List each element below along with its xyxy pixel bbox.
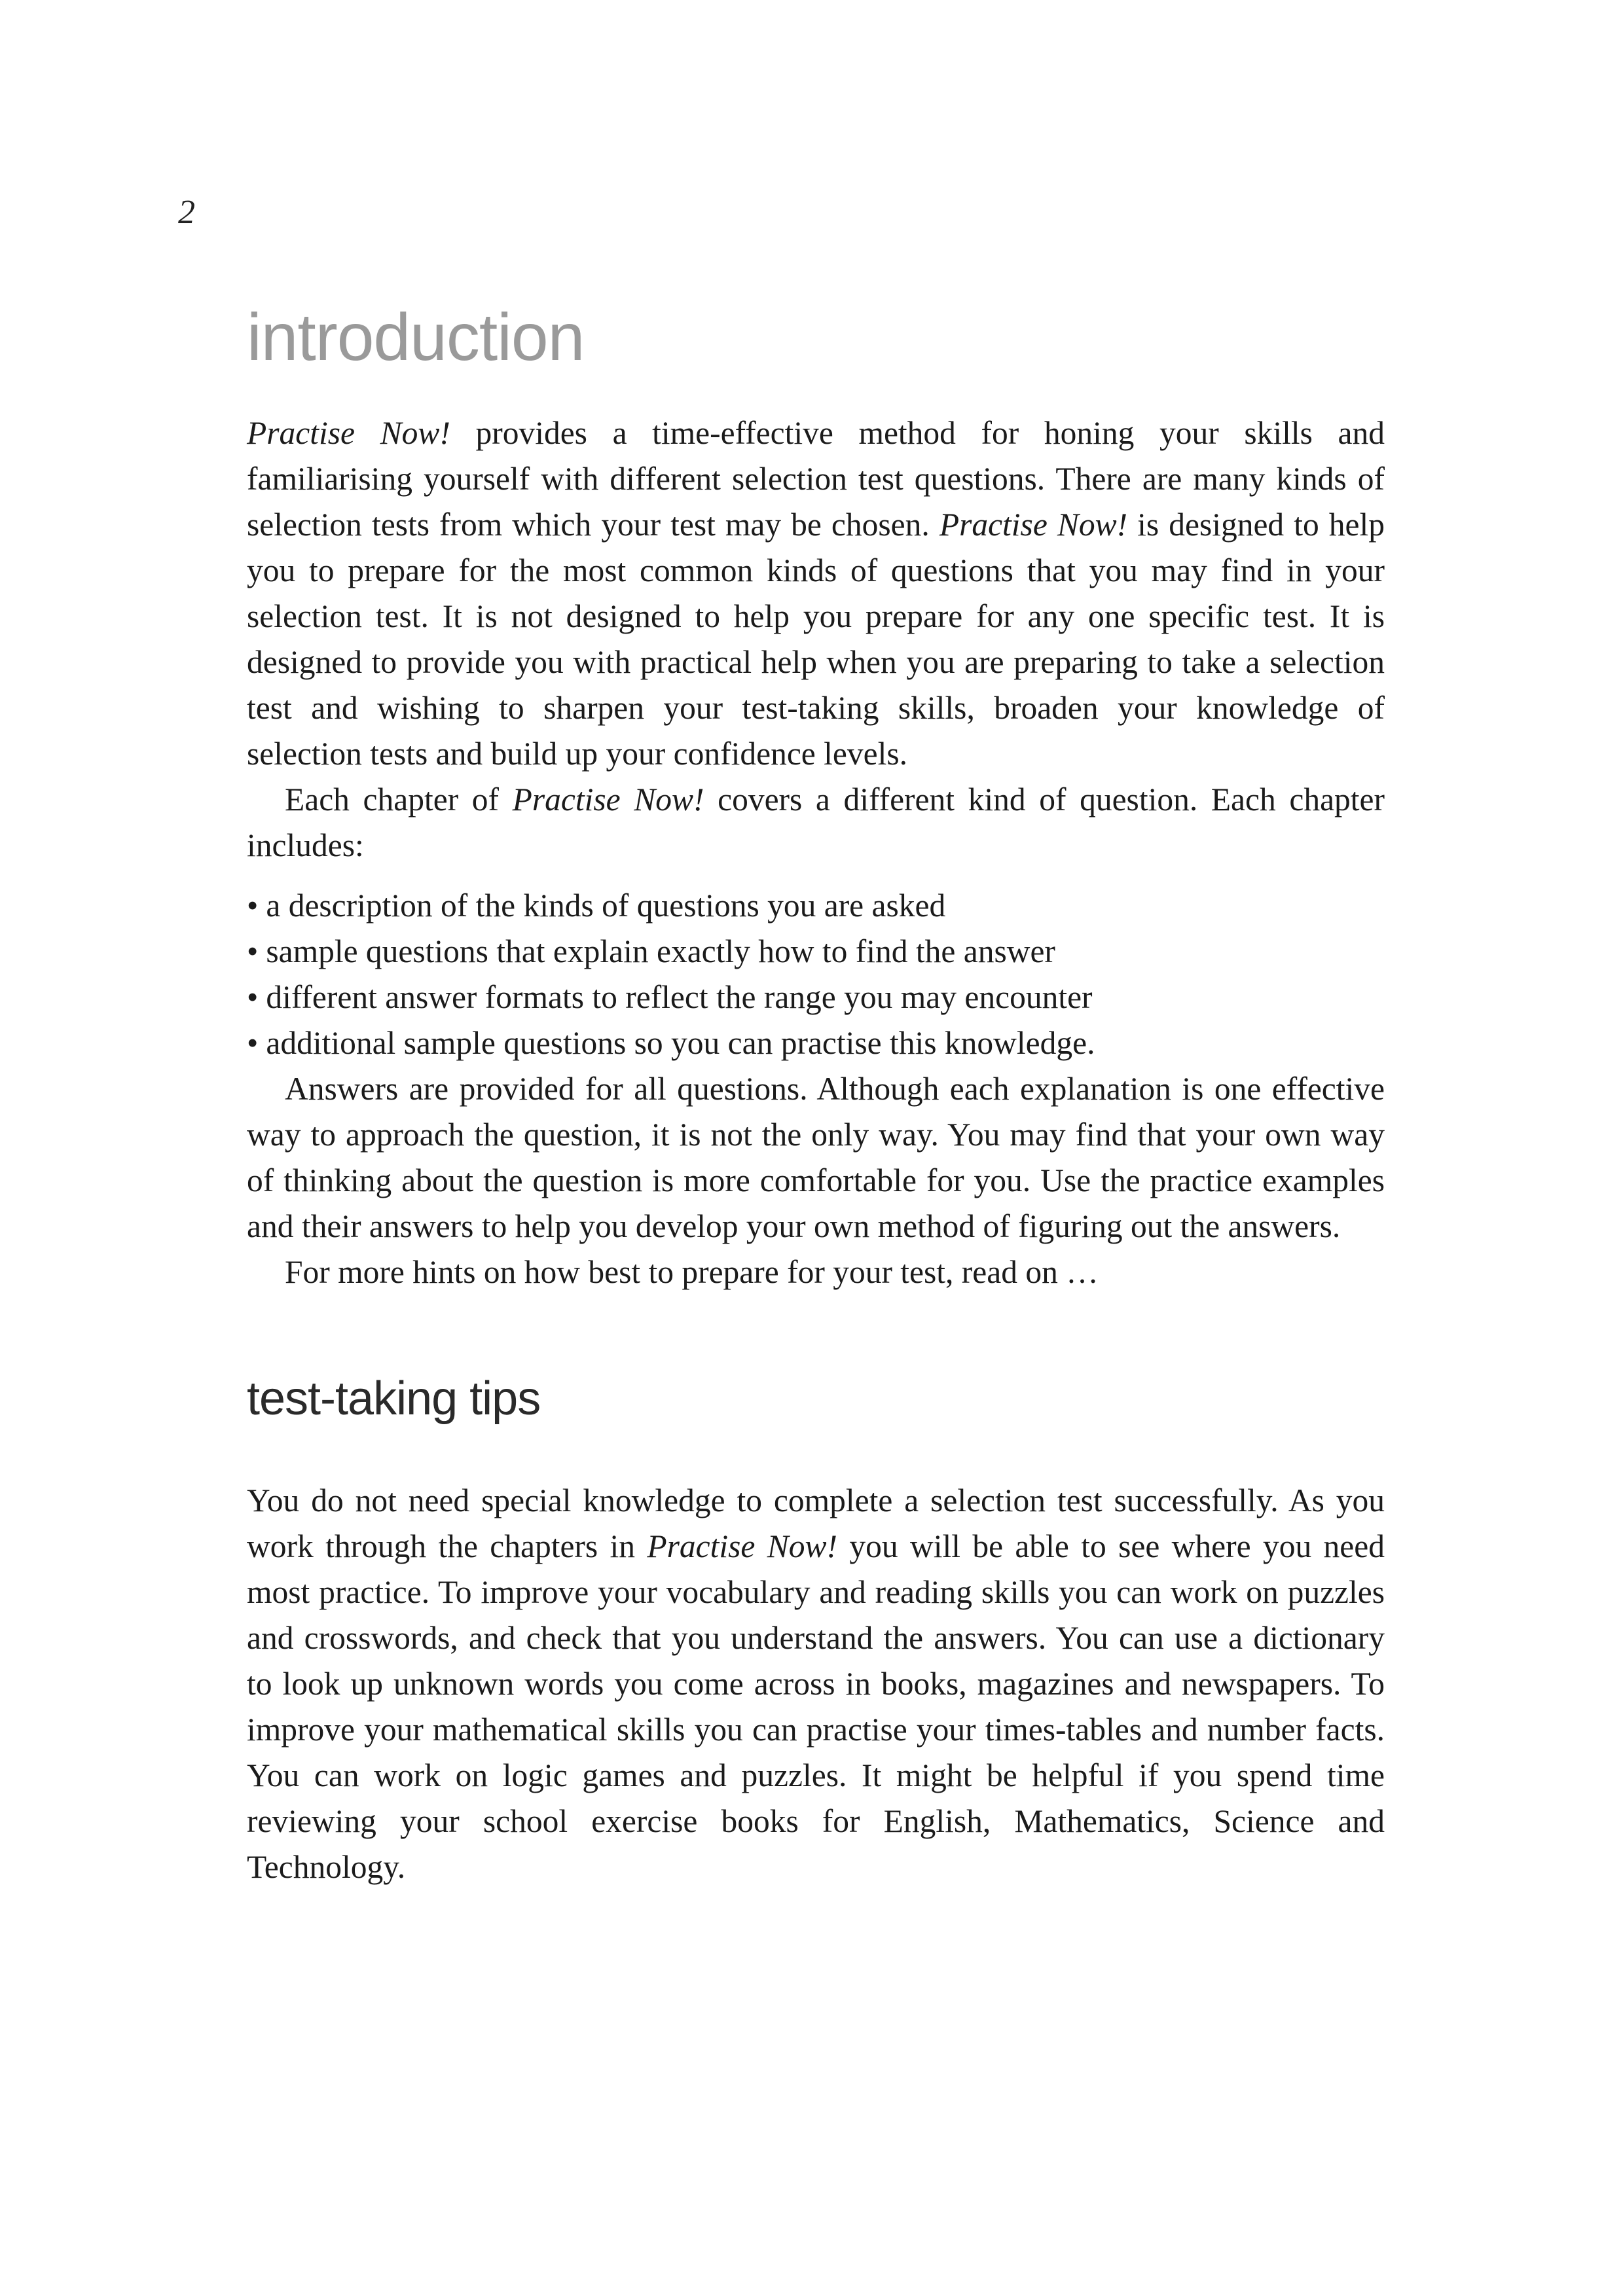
intro-paragraph-1-text: is designed to help you to prepare for the most common kinds of questions that you may find in your selection test. It is not designed to help you prepare for any one specific test. It is designed to provide you with practical help when you are preparing to take a selection test and wishing to sharpen your test-taking skills, broaden your knowledge of selection tests and build up your confidence levels. bbox=[247, 507, 1385, 772]
section-title-introduction: introduction bbox=[247, 300, 585, 374]
tips-paragraph-1-text: you will be able to see where you need most practice. To improve your vocabulary and reading skills you can work on puzzles and crosswords, and check that you understand the answers. You can use a dictionary to look up unknown words you come across in books, magazines and newspapers. To improve your mathematical skills you can practise your times-tables and number facts. You can work on logic games and puzzles. It might be helpful if you spend time reviewing your school exercise books for English, Mathematics, Science and Technology. bbox=[247, 1528, 1385, 1885]
intro-paragraph-2 bbox=[247, 777, 1385, 869]
tips-paragraph-1-text: You do not need special knowledge to complete a selection test successfully. As you work through the chapters in bbox=[247, 1482, 1385, 1564]
intro-paragraph-2-text: Each chapter of bbox=[285, 781, 513, 817]
book-title: Practise Now! bbox=[512, 781, 704, 817]
page-number: 2 bbox=[178, 194, 195, 231]
book-title: Practise Now! bbox=[647, 1528, 838, 1564]
tips-paragraph-1 bbox=[247, 1478, 1385, 1890]
intro-paragraph-2-text: covers a different kind of question. Each chapter includes: bbox=[247, 781, 1385, 863]
chapter-contents-list bbox=[247, 883, 1385, 1066]
intro-paragraph-1-text: provides a time-effective method for honing your skills and familiarising yourself with different selection test questions. There are many kinds of selection tests from which your test may be chosen. bbox=[247, 415, 1385, 543]
section-title-test-taking-tips: test-taking tips bbox=[247, 1372, 541, 1425]
intro-paragraph-1 bbox=[247, 410, 1385, 777]
list-item: • a description of the kinds of questions you are asked bbox=[247, 883, 1385, 929]
list-item: • different answer formats to reflect the range you may encounter bbox=[247, 975, 1385, 1020]
book-title: Practise Now! bbox=[939, 507, 1128, 543]
book-title: Practise Now! bbox=[247, 415, 450, 451]
page-content bbox=[247, 298, 1385, 1890]
intro-paragraph-3: Answers are provided for all questions. Although each explanation is one effective way to approach the question, it is not the only way. You may find that your own way of thinking about the question is more comfortable for you. Use the practice examples and their answers to help you develop your own method of figuring out the answers. bbox=[247, 1071, 1385, 1244]
intro-paragraph-4: For more hints on how best to prepare for your test, read on … bbox=[285, 1254, 1099, 1290]
list-item: • sample questions that explain exactly how to find the answer bbox=[247, 929, 1385, 975]
list-item: • additional sample questions so you can practise this knowledge. bbox=[247, 1020, 1385, 1066]
